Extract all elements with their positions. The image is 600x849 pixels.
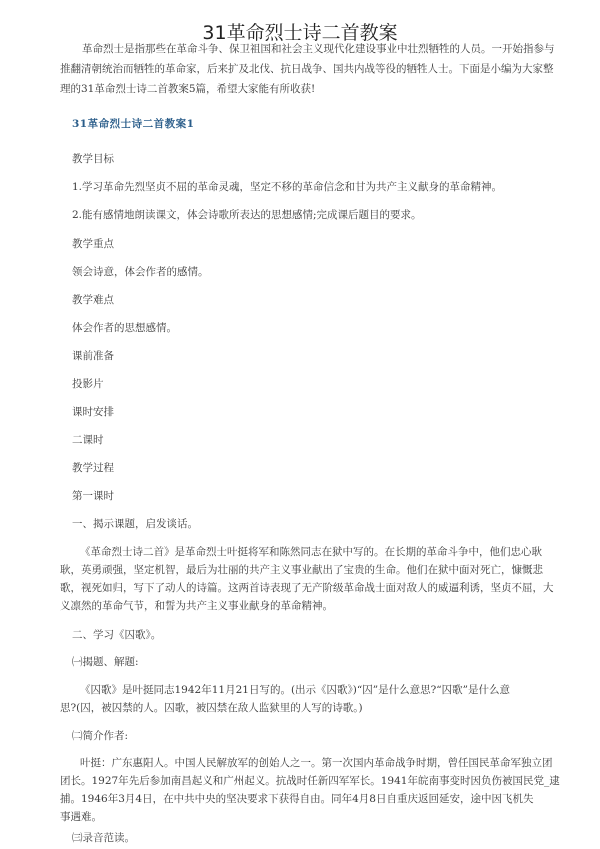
paragraph-line: 捕。1946年3月4日，在中共中央的坚决要求下获得自由。同年4月8日自重庆返回延安，途中因飞机失 xyxy=(60,793,534,805)
body-line: ㈢录音范读。 xyxy=(72,832,135,844)
body-line: ㈡简介作者: xyxy=(72,730,129,742)
body-line: 教学重点 xyxy=(72,238,114,250)
paragraph-line: 义凛然的革命气节，和誓为共产主义事业献身的革命精神。 xyxy=(60,600,333,612)
body-line: ㈠揭题、解题: xyxy=(72,656,139,668)
paragraph-line: 《革命烈士诗二首》是革命烈士叶挺将军和陈然同志在狱中写的。在长期的革命斗争中，他们忠心耿 xyxy=(80,546,542,558)
body-line: 领会诗意，体会作者的感情。 xyxy=(72,266,209,278)
body-line: 2.能有感情地朗读课文，体会诗歌所表达的思想感情;完成课后题目的要求。 xyxy=(72,209,422,221)
body-line: 教学过程 xyxy=(72,462,114,474)
body-line: 一、揭示课题，启发谈话。 xyxy=(72,518,198,530)
body-line: 投影片 xyxy=(72,378,104,390)
body-line: 第一课时 xyxy=(72,490,114,502)
paragraph-line: 事遇难。 xyxy=(60,811,102,823)
body-line: 课前准备 xyxy=(72,350,114,362)
section-heading: 31革命烈士诗二首教案1 xyxy=(72,118,195,130)
paragraph-line: 《囚歌》是叶挺同志1942年11月21日写的。(出示《囚歌》)“囚”是什么意思?“囚歌”是什么意 xyxy=(80,684,510,696)
paragraph-line: 叶挺：广东惠阳人。中国人民解放军的创始人之一。第一次国内革命战争时期，曾任国民革命军独立团 xyxy=(80,757,553,769)
body-line: 教学难点 xyxy=(72,294,114,306)
intro-line: 推翻清朝统治而牺牲的革命家，后来扩及北伐、抗日战争、国共内战等役的牺牲人士。下面是小编为大家整 xyxy=(60,63,554,75)
body-line: 二课时 xyxy=(72,434,104,446)
intro-line: 理的31革命烈士诗二首教案5篇，希望大家能有所收获! xyxy=(60,83,316,95)
paragraph-line: 耿，英勇顽强，坚定机智，最后为壮丽的共产主义事业献出了宝贵的生命。他们在狱中面对死亡，慷慨悲 xyxy=(60,564,543,576)
intro-line: 革命烈士是指那些在革命斗争、保卫祖国和社会主义现代化建设事业中壮烈牺牲的人员。一开始指参与 xyxy=(82,43,555,55)
paragraph-line: 团长。1927年先后参加南昌起义和广州起义。抗战时任新四军军长。1941年皖南事变时因负伤被国民党_逮 xyxy=(60,775,560,787)
paragraph-line: 思?(囚，被囚禁的人。囚歌，被囚禁在敌人监狱里的人写的诗歌。) xyxy=(60,702,363,714)
body-line: 1.学习革命先烈坚贞不屈的革命灵魂，坚定不移的革命信念和甘为共产主义献身的革命精神。 xyxy=(72,181,503,193)
paragraph-line: 歌，视死如归，写下了动人的诗篇。这两首诗表现了无产阶级革命战士面对敌人的威逼利诱，坚贞不屈，大 xyxy=(60,582,554,594)
body-line: 体会作者的思想感情。 xyxy=(72,322,177,334)
document-title: 31革命烈士诗二首教案 xyxy=(202,22,398,44)
body-line: 二、学习《囚歌》。 xyxy=(72,629,162,641)
body-line: 教学目标 xyxy=(72,153,114,165)
body-line: 课时安排 xyxy=(72,406,114,418)
